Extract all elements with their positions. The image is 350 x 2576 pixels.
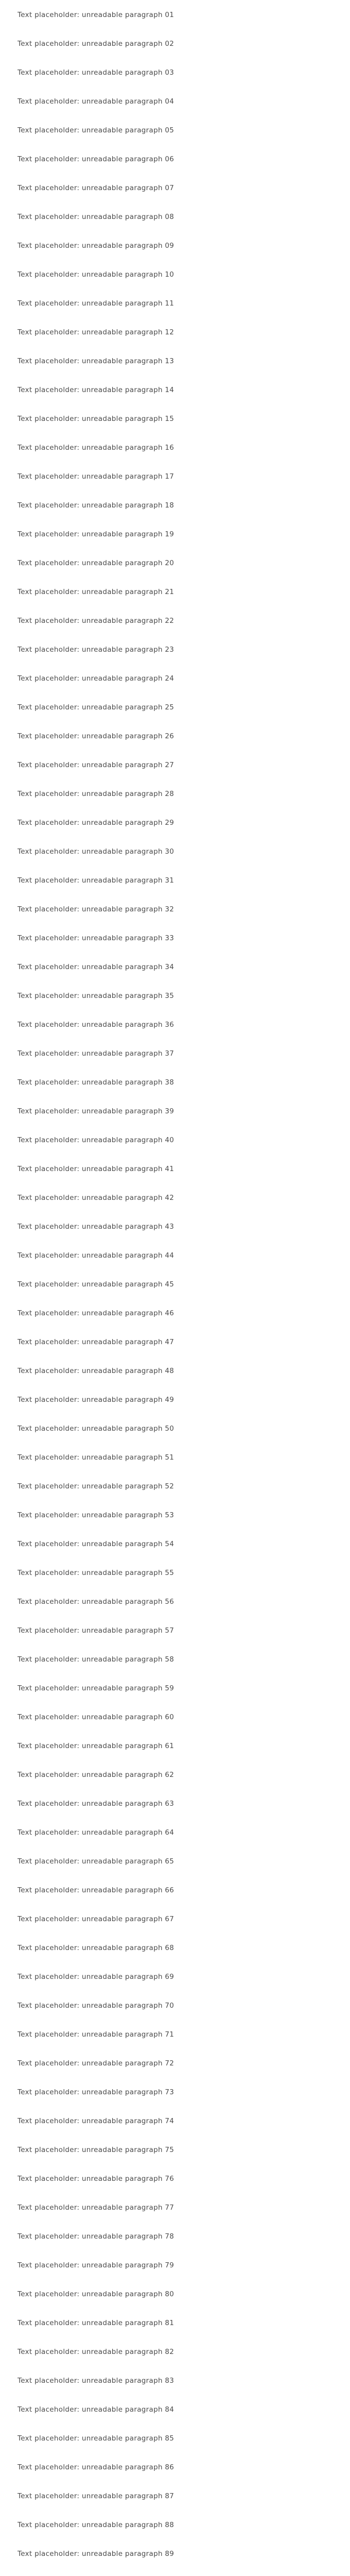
article-paragraph: Text placeholder: unreadable paragraph 10 (18, 270, 174, 279)
article-paragraph: Text placeholder: unreadable paragraph 15 (18, 415, 174, 423)
article-paragraph: Text placeholder: unreadable paragraph 07 (18, 184, 174, 192)
article-paragraph: Text placeholder: unreadable paragraph 23 (18, 646, 174, 654)
article-paragraph: Text placeholder: unreadable paragraph 62 (18, 1771, 174, 1779)
article-paragraph: Text placeholder: unreadable paragraph 29 (18, 819, 174, 827)
article-paragraph: Text placeholder: unreadable paragraph 87 (18, 2492, 174, 2500)
article-paragraph: Text placeholder: unreadable paragraph 40 (18, 1136, 174, 1144)
article-paragraph: Text placeholder: unreadable paragraph 41 (18, 1165, 174, 1173)
article-paragraph: Text placeholder: unreadable paragraph 32 (18, 905, 174, 913)
article-paragraph: Text placeholder: unreadable paragraph 03 (18, 69, 174, 77)
article-paragraph: Text placeholder: unreadable paragraph 31 (18, 876, 174, 885)
article-paragraph: Text placeholder: unreadable paragraph 48 (18, 1367, 174, 1375)
article-paragraph: Text placeholder: unreadable paragraph 34 (18, 963, 174, 971)
article-paragraph: Text placeholder: unreadable paragraph 85 (18, 2434, 174, 2443)
article-paragraph: Text placeholder: unreadable paragraph 77 (18, 2204, 174, 2212)
article-paragraph: Text placeholder: unreadable paragraph 86 (18, 2463, 174, 2471)
article-paragraph: Text placeholder: unreadable paragraph 70 (18, 2002, 174, 2010)
article-paragraph: Text placeholder: unreadable paragraph 16 (18, 444, 174, 452)
article-paragraph: Text placeholder: unreadable paragraph 55 (18, 1569, 174, 1577)
article-paragraph: Text placeholder: unreadable paragraph 38 (18, 1078, 174, 1087)
article-paragraph: Text placeholder: unreadable paragraph 13 (18, 357, 174, 365)
article-paragraph: Text placeholder: unreadable paragraph 17 (18, 472, 174, 481)
article-paragraph: Text placeholder: unreadable paragraph 57 (18, 1626, 174, 1635)
article-paragraph: Text placeholder: unreadable paragraph 33 (18, 934, 174, 942)
article-paragraph: Text placeholder: unreadable paragraph 73 (18, 2088, 174, 2096)
article-paragraph: Text placeholder: unreadable paragraph 12 (18, 328, 174, 336)
article-paragraph: Text placeholder: unreadable paragraph 72 (18, 2059, 174, 2067)
article-paragraph: Text placeholder: unreadable paragraph 22 (18, 617, 174, 625)
article-paragraph: Text placeholder: unreadable paragraph 89 (18, 2550, 174, 2558)
article-paragraph: Text placeholder: unreadable paragraph 42 (18, 1194, 174, 1202)
article-paragraph: Text placeholder: unreadable paragraph 04 (18, 97, 174, 106)
article-paragraph: Text placeholder: unreadable paragraph 78 (18, 2232, 174, 2241)
article-paragraph: Text placeholder: unreadable paragraph 66 (18, 1886, 174, 1894)
article-paragraph: Text placeholder: unreadable paragraph 52 (18, 1482, 174, 1490)
article-paragraph: Text placeholder: unreadable paragraph 35 (18, 992, 174, 1000)
article-body (18, 7, 332, 2576)
article-paragraph: Text placeholder: unreadable paragraph 58 (18, 1655, 174, 1664)
article-paragraph: Text placeholder: unreadable paragraph 67 (18, 1915, 174, 1923)
article-paragraph: Text placeholder: unreadable paragraph 54 (18, 1540, 174, 1548)
article-paragraph: Text placeholder: unreadable paragraph 63 (18, 1800, 174, 1808)
article-paragraph: Text placeholder: unreadable paragraph 30 (18, 848, 174, 856)
article-paragraph: Text placeholder: unreadable paragraph 79 (18, 2261, 174, 2269)
article-paragraph: Text placeholder: unreadable paragraph 14 (18, 386, 174, 394)
article-paragraph: Text placeholder: unreadable paragraph 49 (18, 1396, 174, 1404)
article-paragraph: Text placeholder: unreadable paragraph 71 (18, 2030, 174, 2039)
article-paragraph: Text placeholder: unreadable paragraph 43 (18, 1223, 174, 1231)
article-paragraph: Text placeholder: unreadable paragraph 44 (18, 1251, 174, 1260)
article-paragraph: Text placeholder: unreadable paragraph 26 (18, 732, 174, 740)
article-paragraph: Text placeholder: unreadable paragraph 05 (18, 126, 174, 134)
article-paragraph: Text placeholder: unreadable paragraph 74 (18, 2117, 174, 2125)
article-paragraph: Text placeholder: unreadable paragraph 60 (18, 1713, 174, 1721)
article-paragraph: Text placeholder: unreadable paragraph 47 (18, 1338, 174, 1346)
article-paragraph: Text placeholder: unreadable paragraph 09 (18, 242, 174, 250)
article-paragraph: Text placeholder: unreadable paragraph 83 (18, 2377, 174, 2385)
article-paragraph: Text placeholder: unreadable paragraph 65 (18, 1857, 174, 1866)
article-paragraph: Text placeholder: unreadable paragraph 51 (18, 1453, 174, 1462)
article-paragraph: Text placeholder: unreadable paragraph 20 (18, 559, 174, 567)
article-paragraph: Text placeholder: unreadable paragraph 18 (18, 501, 174, 510)
article-paragraph: Text placeholder: unreadable paragraph 53 (18, 1511, 174, 1519)
article-paragraph: Text placeholder: unreadable paragraph 56 (18, 1598, 174, 1606)
article-paragraph: Text placeholder: unreadable paragraph 61 (18, 1742, 174, 1750)
article-paragraph: Text placeholder: unreadable paragraph 82 (18, 2348, 174, 2356)
article-paragraph: Text placeholder: unreadable paragraph 37 (18, 1049, 174, 1058)
article-paragraph: Text placeholder: unreadable paragraph 69 (18, 1973, 174, 1981)
article-paragraph: Text placeholder: unreadable paragraph 24 (18, 674, 174, 683)
article-paragraph: Text placeholder: unreadable paragraph 64 (18, 1828, 174, 1837)
article-paragraph: Text placeholder: unreadable paragraph 01 (18, 11, 174, 19)
article-paragraph: Text placeholder: unreadable paragraph 59 (18, 1684, 174, 1692)
article-paragraph: Text placeholder: unreadable paragraph 21 (18, 588, 174, 596)
article-paragraph: Text placeholder: unreadable paragraph 50 (18, 1425, 174, 1433)
article-paragraph: Text placeholder: unreadable paragraph 88 (18, 2521, 174, 2529)
article-paragraph: Text placeholder: unreadable paragraph 76 (18, 2175, 174, 2183)
article-paragraph: Text placeholder: unreadable paragraph 06 (18, 155, 174, 163)
article-paragraph: Text placeholder: unreadable paragraph 11 (18, 299, 174, 308)
article-paragraph: Text placeholder: unreadable paragraph 75 (18, 2146, 174, 2154)
article-paragraph: Text placeholder: unreadable paragraph 28 (18, 790, 174, 798)
article-paragraph: Text placeholder: unreadable paragraph 81 (18, 2319, 174, 2327)
article-paragraph: Text placeholder: unreadable paragraph 25 (18, 703, 174, 711)
article-paragraph: Text placeholder: unreadable paragraph 08 (18, 213, 174, 221)
article-paragraph: Text placeholder: unreadable paragraph 80 (18, 2290, 174, 2298)
article-paragraph: Text placeholder: unreadable paragraph 39 (18, 1107, 174, 1115)
article-paragraph: Text placeholder: unreadable paragraph 46 (18, 1309, 174, 1317)
article-paragraph: Text placeholder: unreadable paragraph 84 (18, 2405, 174, 2414)
article-paragraph: Text placeholder: unreadable paragraph 45 (18, 1280, 174, 1289)
article-paragraph: Text placeholder: unreadable paragraph 68 (18, 1944, 174, 1952)
article-paragraph: Text placeholder: unreadable paragraph 02 (18, 40, 174, 48)
article-paragraph: Text placeholder: unreadable paragraph 36 (18, 1021, 174, 1029)
article-paragraph: Text placeholder: unreadable paragraph 19 (18, 530, 174, 538)
article-paragraph: Text placeholder: unreadable paragraph 27 (18, 761, 174, 769)
